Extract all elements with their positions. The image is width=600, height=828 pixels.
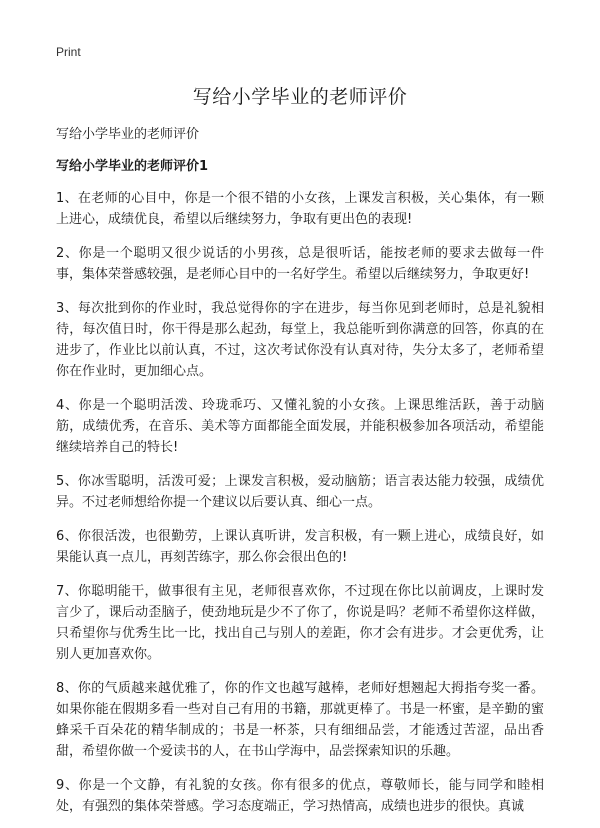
print-label: Print	[56, 45, 81, 59]
paragraph-8: 8、你的气质越来越优雅了，你的作文也越写越棒，老师好想翘起大拇指夸奖一番。如果你能在假期多看一些对自己有用的书籍，那就更棒了。书是一杯蜜，是辛勤的蜜蜂采千百朵花的精华制成的；书是一杯茶，只有细细品尝，才能透过苦涩，品出香甜，希望你做一个爱读书的人，在书山学海中，品尝探索知识的乐趣。	[56, 681, 544, 759]
section-heading: 写给小学毕业的老师评价1	[56, 159, 209, 174]
paragraph-6: 6、你很活泼，也很勤劳，上课认真听讲，发言积极，有一颗上进心，成绩良好，如果能认真一点儿，再刻苦练字，那么你会很出色的!	[56, 529, 544, 565]
paragraph-1: 1、在老师的心目中，你是一个很不错的小女孩，上课发言积极，关心集体，有一颗上进心，成绩优良，希望以后继续努力，争取有更出色的表现!	[56, 191, 544, 227]
paragraph-3: 3、每次批到你的作业时，我总觉得你的字在进步，每当你见到老师时，总是礼貌相待，每次值日时，你干得是那么起劲，每堂上，我总能听到你满意的回答，你真的在进步了，作业比以前认真，不过，这次考试你没有认真对待，失分太多了，老师希望你在作业时，更加细心点。	[56, 301, 544, 379]
paragraph-9: 9、你是一个文静，有礼貌的女孩。你有很多的优点，尊敬师长，能与同学和睦相处，有强烈的集体荣誉感。学习态度端正，学习热情高，成绩也进步的很快。真诚	[56, 778, 544, 814]
paragraph-2: 2、你是一个聪明又很少说话的小男孩，总是很听话，能按老师的要求去做每一件事，集体荣誉感较强，是老师心目中的一名好学生。希望以后继续努力，争取更好!	[56, 246, 544, 282]
paragraph-5: 5、你冰雪聪明，活泼可爱；上课发言积极，爱动脑筋；语言表达能力较强，成绩优异。不过老师想给你提一个建议以后要认真、细心一点。	[56, 474, 544, 510]
document-subtitle: 写给小学毕业的老师评价	[56, 127, 200, 142]
paragraph-4: 4、你是一个聪明活泼、玲珑乖巧、又懂礼貌的小女孩。上课思维活跃，善于动脑筋，成绩优秀，在音乐、美术等方面都能全面发展，并能积极参加各项活动，希望能继续培养自己的特长!	[56, 398, 544, 455]
page-title: 写给小学毕业的老师评价	[192, 86, 408, 108]
paragraph-7: 7、你聪明能干，做事很有主见，老师很喜欢你，不过现在你比以前调皮，上课时发言少了，课后动歪脑子，使劲地玩是少不了你了，你说是吗？老师不希望你这样做，只希望你与优秀生比一比，找出自己与别人的差距，你才会有进步。才会更优秀，让别人更加喜欢你。	[56, 584, 544, 662]
